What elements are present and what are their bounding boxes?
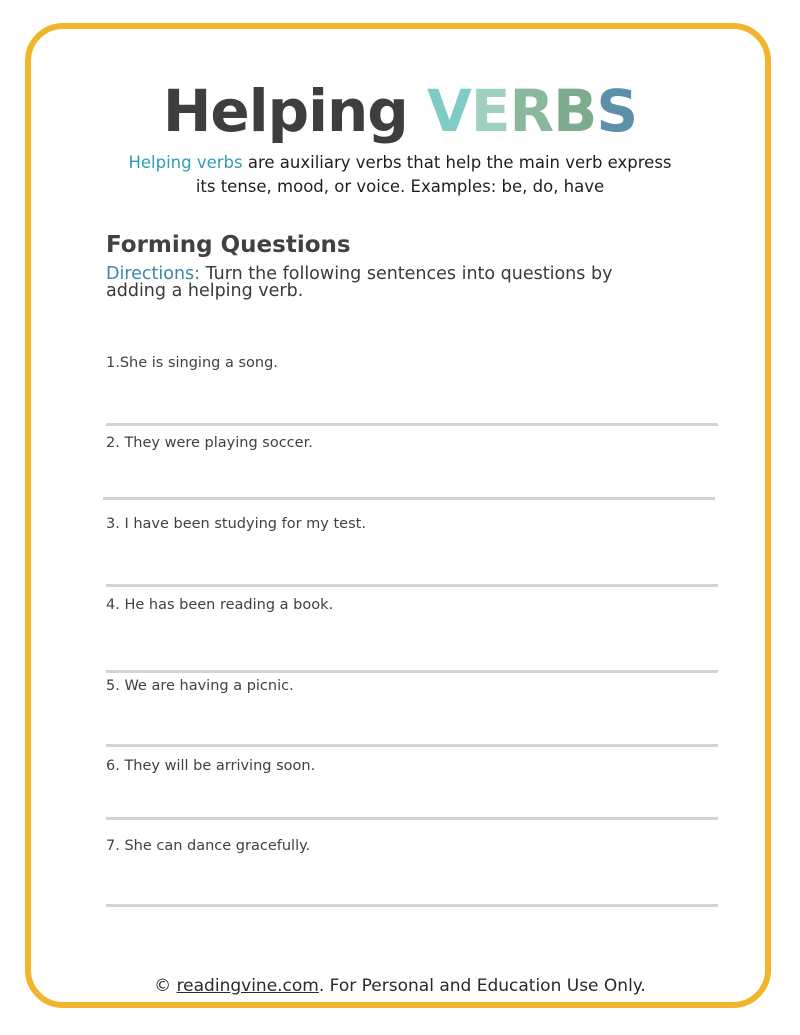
directions (106, 266, 666, 300)
worksheet-title (0, 73, 800, 149)
directions-label: Directions: (106, 264, 201, 284)
question-6: 6. They will be arriving soon. (106, 758, 316, 774)
footer-link[interactable]: readingvine.com (176, 976, 319, 996)
question-5: 5. We are having a picnic. (106, 678, 294, 694)
footer-text: . For Personal and Education Use Only. (318, 976, 646, 996)
directions-text: Turn the following sentences into questions by adding a helping verb. (106, 264, 613, 301)
question-3: 3. I have been studying for my test. (106, 516, 366, 532)
title-word-verbs (427, 77, 637, 145)
footer-copyright: © (154, 976, 177, 996)
answer-line-7[interactable] (106, 904, 718, 907)
intro-highlight: Helping verbs (128, 153, 243, 172)
question-1: 1.She is singing a song. (106, 355, 278, 371)
title-letter-r: R (509, 77, 554, 145)
title-letter-b: B (553, 77, 597, 145)
answer-line-2[interactable] (103, 497, 715, 500)
question-7: 7. She can dance gracefully. (106, 838, 311, 854)
question-4: 4. He has been reading a book. (106, 597, 334, 613)
title-letter-s: S (596, 77, 638, 145)
question-2: 2. They were playing soccer. (106, 435, 313, 451)
title-word-helping: Helping (162, 77, 408, 145)
answer-line-6[interactable] (106, 817, 718, 820)
intro-paragraph (120, 151, 680, 199)
section-title: Forming Questions (106, 232, 351, 258)
answer-line-4[interactable] (106, 670, 718, 673)
title-letter-v: V (426, 77, 471, 145)
footer (0, 976, 800, 996)
title-letter-e: E (470, 77, 510, 145)
intro-text: are auxiliary verbs that help the main verb express its tense, mood, or voice. Examples: be, do, have (195, 153, 672, 196)
answer-line-5[interactable] (106, 744, 718, 747)
answer-line-3[interactable] (106, 584, 718, 587)
answer-line-1[interactable] (106, 423, 718, 426)
